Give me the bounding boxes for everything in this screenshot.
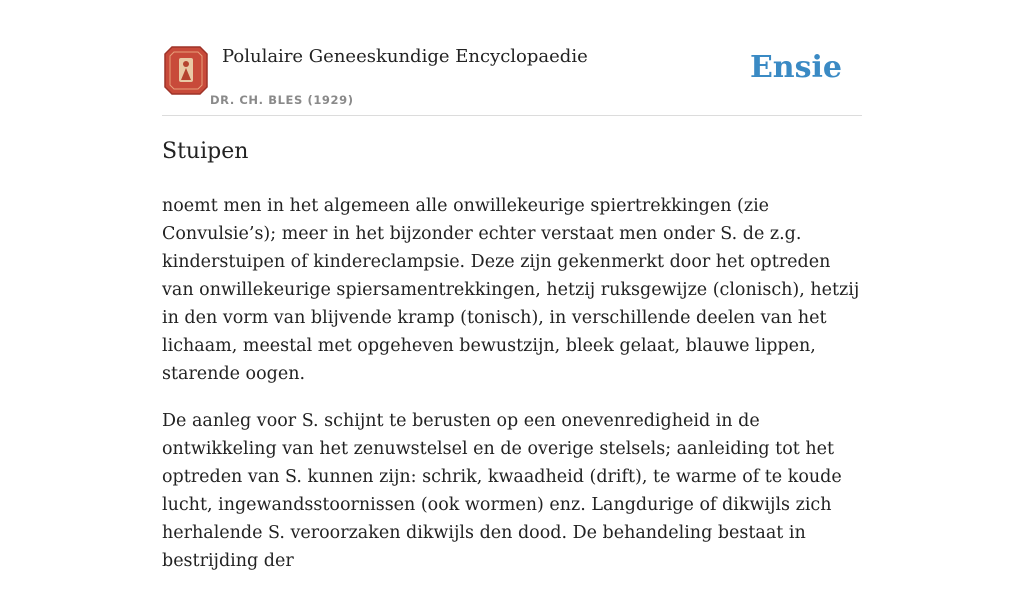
article-paragraph: De aanleg voor S. schijnt te berusten op een onevenredigheid in de ontwikkeling van het zenuwstelsel en de overige stelsels; aanleiding tot het optreden van S. kunnen zijn: schrik, kwaadheid (drift), te warme of te koude lucht, ingewandsstoornissen (ook wormen) enz. Langdurige of dikwijls zich herhalende S. veroorzaken dikwijls den dood. De behandeling bestaat in bestrijding der	[162, 411, 842, 571]
brand-logo[interactable]: Ensie	[749, 50, 842, 85]
book-cover-icon[interactable]	[164, 46, 208, 95]
article-paragraph: noemt men in het algemeen alle onwillekeurige spiertrekkingen (zie Convulsie’s); meer in het bijzonder echter verstaat men onder S. de z.g. kinderstuipen of kindereclampsie. Deze zijn gekenmerkt door het optreden van onwillekeurige spiersamentrekkingen, hetzij ruksgewijze (clonisch), hetzij in den vorm van blijvende kramp (tonisch), in verschillende deelen van het lichaam, meestal met opgeheven bewustzijn, bleek gelaat, blauwe lippen, starende oogen.	[162, 196, 860, 384]
book-title[interactable]: Polulaire Geneeskundige Encyclopaedie	[222, 46, 588, 67]
author-label: DR. CH. BLES (1929)	[210, 93, 354, 107]
article-body	[162, 192, 862, 594]
book-cover-icon-graphic	[164, 46, 208, 95]
article-title: Stuipen	[162, 139, 249, 164]
site-header	[162, 40, 862, 116]
